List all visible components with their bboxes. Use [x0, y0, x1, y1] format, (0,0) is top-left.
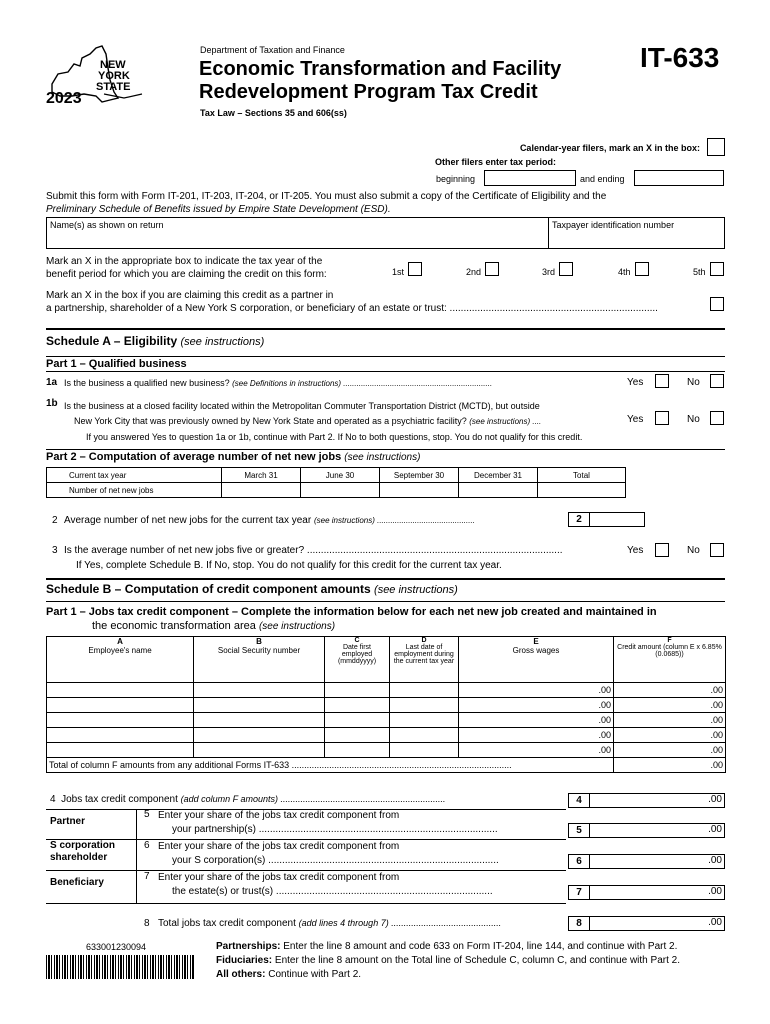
q1b-yes-checkbox[interactable]: [655, 411, 669, 425]
svg-text:STATE: STATE: [96, 81, 131, 93]
line4-text: 4 Jobs tax credit component (add column F amounts) ..................................................................: [50, 794, 446, 805]
table-row: [47, 713, 726, 728]
grid-input-dec[interactable]: [459, 483, 538, 498]
year-5th-label: 5th: [693, 267, 706, 277]
beginning-label: beginning: [436, 174, 476, 184]
line3-sub: If Yes, complete Schedule B. If No, stop. You do not qualify for this credit for the current tax year.: [76, 560, 502, 571]
row4-a[interactable]: [47, 728, 194, 743]
line8-box-num: 8: [568, 916, 590, 931]
row3-d[interactable]: [390, 713, 459, 728]
name-field[interactable]: Name(s) as shown on return: [46, 217, 549, 249]
row3-b[interactable]: [194, 713, 325, 728]
line5-box-num: 5: [568, 823, 590, 838]
barcode: [46, 955, 194, 979]
row1-e[interactable]: .00: [459, 683, 614, 698]
line3-no-checkbox[interactable]: [710, 543, 724, 557]
part1-title: Part 1 – Qualified business: [46, 358, 187, 370]
svg-text:NEW: NEW: [100, 59, 126, 71]
row4-c[interactable]: [325, 728, 390, 743]
line7-box-num: 7: [568, 885, 590, 900]
line2-num: 2: [52, 515, 58, 526]
line3-text: Is the average number of net new jobs five or greater? ............................................................................................: [64, 545, 563, 556]
row2-e[interactable]: .00: [459, 698, 614, 713]
line4-amount[interactable]: .00: [589, 793, 725, 808]
line6-text: Enter your share of the jobs tax credit component from your S corporation(s) ...................................................................................: [158, 841, 499, 866]
q1a-num: 1a: [46, 377, 58, 388]
q1a-yes-label: Yes: [627, 377, 644, 388]
beneficiary-label: Beneficiary: [50, 877, 104, 888]
line8-num: 8: [144, 918, 150, 929]
row1-c[interactable]: [325, 683, 390, 698]
q1a-no-label: No: [687, 377, 700, 388]
scorp-label: S corporation shareholder: [50, 840, 116, 863]
part1-jobs-title: Part 1 – Jobs tax credit component – Complete the information below for each net new job created and maintained in the economic transformation area (see instructions): [46, 606, 657, 632]
tax-year-instructions: Mark an X in the appropriate box to indicate the tax year of the benefit period for which you are claiming the credit on this form:: [46, 256, 327, 280]
other-filers-label: Other filers enter tax period:: [435, 157, 557, 167]
row4-b[interactable]: [194, 728, 325, 743]
schedule-b-title: Schedule B – Computation of credit component amounts (see instructions): [46, 582, 458, 596]
year-1st-label: 1st: [392, 267, 405, 277]
form-year: 2023: [46, 90, 82, 107]
line4-box-num: 4: [568, 793, 590, 808]
line6-amount[interactable]: .00: [589, 854, 725, 869]
col-c-header: C Date first employed (mmddyyyy): [325, 637, 390, 683]
line7-amount[interactable]: .00: [589, 885, 725, 900]
row5-d[interactable]: [390, 743, 459, 758]
barcode-number: 633001230094: [86, 942, 147, 952]
col-e-header: E Gross wages: [459, 637, 614, 683]
table-row: [47, 728, 726, 743]
row5-f[interactable]: .00: [614, 743, 726, 758]
year-3rd-label: 3rd: [542, 267, 556, 277]
grid-input-mar[interactable]: [222, 483, 301, 498]
form-id: IT-633: [640, 42, 720, 73]
year-3rd-checkbox[interactable]: [559, 262, 573, 276]
line2-box-num: 2: [568, 512, 590, 527]
period-beginning-input[interactable]: [484, 170, 576, 186]
grid-row-label: Number of net new jobs: [47, 483, 222, 498]
row2-c[interactable]: [325, 698, 390, 713]
line7-num: 7: [144, 871, 150, 882]
total-additional-label: Total of column F amounts from any additional Forms IT-633 ........................................................................................: [47, 758, 614, 773]
line3-num: 3: [52, 545, 58, 556]
year-2nd-checkbox[interactable]: [485, 262, 499, 276]
q1a-no-checkbox[interactable]: [710, 374, 724, 388]
period-ending-input[interactable]: [634, 170, 724, 186]
row2-b[interactable]: [194, 698, 325, 713]
grid-header-dec: December 31: [459, 468, 538, 483]
col-b-header: B Social Security number: [194, 637, 325, 683]
line3-no-label: No: [687, 545, 700, 556]
row4-f[interactable]: .00: [614, 728, 726, 743]
year-4th-label: 4th: [618, 267, 631, 277]
line3-yes-checkbox[interactable]: [655, 543, 669, 557]
row1-a[interactable]: [47, 683, 194, 698]
line2-input[interactable]: [589, 512, 645, 527]
grid-input-sep[interactable]: [380, 483, 459, 498]
footer-instructions: Partnerships: Enter the line 8 amount and code 633 on Form IT-204, line 144, and continue with Part 2. Fiduciaries: Enter the line 8 amount on the Total line of Schedule C, column C, and continue with Part 2. All others: Continue with Part 2.: [216, 941, 680, 980]
tax-law: Tax Law – Sections 35 and 606(ss): [200, 108, 347, 118]
year-5th-checkbox[interactable]: [710, 262, 724, 276]
row5-b[interactable]: [194, 743, 325, 758]
q1b-num: 1b: [46, 398, 58, 409]
partner-mark-text: Mark an X in the box if you are claiming this credit as a partner in a partnership, shareholder of a New York S corporation, or beneficiary of an estate or trust: ...........................................................................: [46, 290, 658, 314]
row5-a[interactable]: [47, 743, 194, 758]
svg-text:YORK: YORK: [98, 70, 130, 82]
col-a-header: A Employee's name: [47, 637, 194, 683]
line5-amount[interactable]: .00: [589, 823, 725, 838]
jobs-table: [46, 636, 726, 773]
line6-num: 6: [144, 840, 150, 851]
calendar-year-label: Calendar-year filers, mark an X in the box:: [519, 143, 700, 153]
row5-c[interactable]: [325, 743, 390, 758]
intro-text: Submit this form with Form IT-201, IT-203, IT-204, or IT-205. You must also submit a copy of the Certificate of Eligibility and the Preliminary Schedule of Benefits issued by Empire State Development (ESD).: [46, 191, 607, 215]
table-row: [47, 698, 726, 713]
row2-d[interactable]: [390, 698, 459, 713]
grid-input-total[interactable]: [538, 483, 626, 498]
tin-field[interactable]: Taxpayer identification number: [548, 217, 725, 249]
col-d-header: D Last date of employment during the current tax year: [390, 637, 459, 683]
row2-a[interactable]: [47, 698, 194, 713]
line3-yes-label: Yes: [627, 545, 644, 556]
ending-label: and ending: [580, 174, 625, 184]
partner-label: Partner: [50, 816, 86, 827]
form-title: Economic Transformation and Facility Redevelopment Program Tax Credit: [199, 58, 562, 103]
row1-d[interactable]: [390, 683, 459, 698]
q1b-no-label: No: [687, 414, 700, 425]
year-4th-checkbox[interactable]: [635, 262, 649, 276]
row4-e[interactable]: .00: [459, 728, 614, 743]
q1b-text: Is the business at a closed facility located within the Metropolitan Commuter Transportation District (MCTD), but outside New York City that was previously owned by New York State and operated as a psychiatric facility? (see instructions) ....: [64, 401, 542, 426]
schedule-a-title: Schedule A – Eligibility (see instructions): [46, 334, 265, 348]
q1a-yes-checkbox[interactable]: [655, 374, 669, 388]
line6-box-num: 6: [568, 854, 590, 869]
line8-text: Total jobs tax credit component (add lines 4 through 7) ............................................: [158, 918, 502, 929]
year-1st-checkbox[interactable]: [408, 262, 422, 276]
row5-e[interactable]: .00: [459, 743, 614, 758]
partner-checkbox[interactable]: [710, 297, 724, 311]
line5-text: Enter your share of the jobs tax credit component from your partnership(s) ......................................................................................: [158, 810, 498, 835]
grid-header-jun: June 30: [301, 468, 380, 483]
row3-a[interactable]: [47, 713, 194, 728]
q1b-no-checkbox[interactable]: [710, 411, 724, 425]
table-row: [47, 743, 726, 758]
grid-header-mar: March 31: [222, 468, 301, 483]
row3-e[interactable]: .00: [459, 713, 614, 728]
grid-input-jun[interactable]: [301, 483, 380, 498]
calendar-year-checkbox[interactable]: [707, 138, 725, 156]
line8-amount[interactable]: .00: [589, 916, 725, 931]
q1a-text: Is the business a qualified new business? (see Definitions in instructions) ...................................................................: [64, 378, 493, 388]
q1b-yes-label: Yes: [627, 414, 644, 425]
row3-f[interactable]: .00: [614, 713, 726, 728]
continue-note: If you answered Yes to question 1a or 1b, continue with Part 2. If No to both questions, stop. You do not qualify for this credit.: [86, 432, 583, 442]
row1-f[interactable]: .00: [614, 683, 726, 698]
line2-text: Average number of net new jobs for the current tax year (see instructions) ............................................: [64, 515, 475, 526]
line5-num: 5: [144, 809, 150, 820]
department: Department of Taxation and Finance: [200, 45, 345, 55]
row1-b[interactable]: [194, 683, 325, 698]
row3-c[interactable]: [325, 713, 390, 728]
net-new-jobs-grid: [46, 467, 626, 498]
line7-text: Enter your share of the jobs tax credit component from the estate(s) or trust(s) ..............................................................................: [158, 872, 493, 897]
grid-header-sep: September 30: [380, 468, 459, 483]
row2-f[interactable]: .00: [614, 698, 726, 713]
table-row: [47, 683, 726, 698]
year-2nd-label: 2nd: [466, 267, 482, 277]
total-additional-amount[interactable]: .00: [614, 758, 726, 773]
row4-d[interactable]: [390, 728, 459, 743]
grid-header-current-year: Current tax year: [47, 468, 222, 483]
part2-title: Part 2 – Computation of average number of net new jobs (see instructions): [46, 451, 421, 463]
col-f-header: F Credit amount (column E x 6.85% (0.0685)): [614, 637, 726, 683]
grid-header-total: Total: [538, 468, 626, 483]
